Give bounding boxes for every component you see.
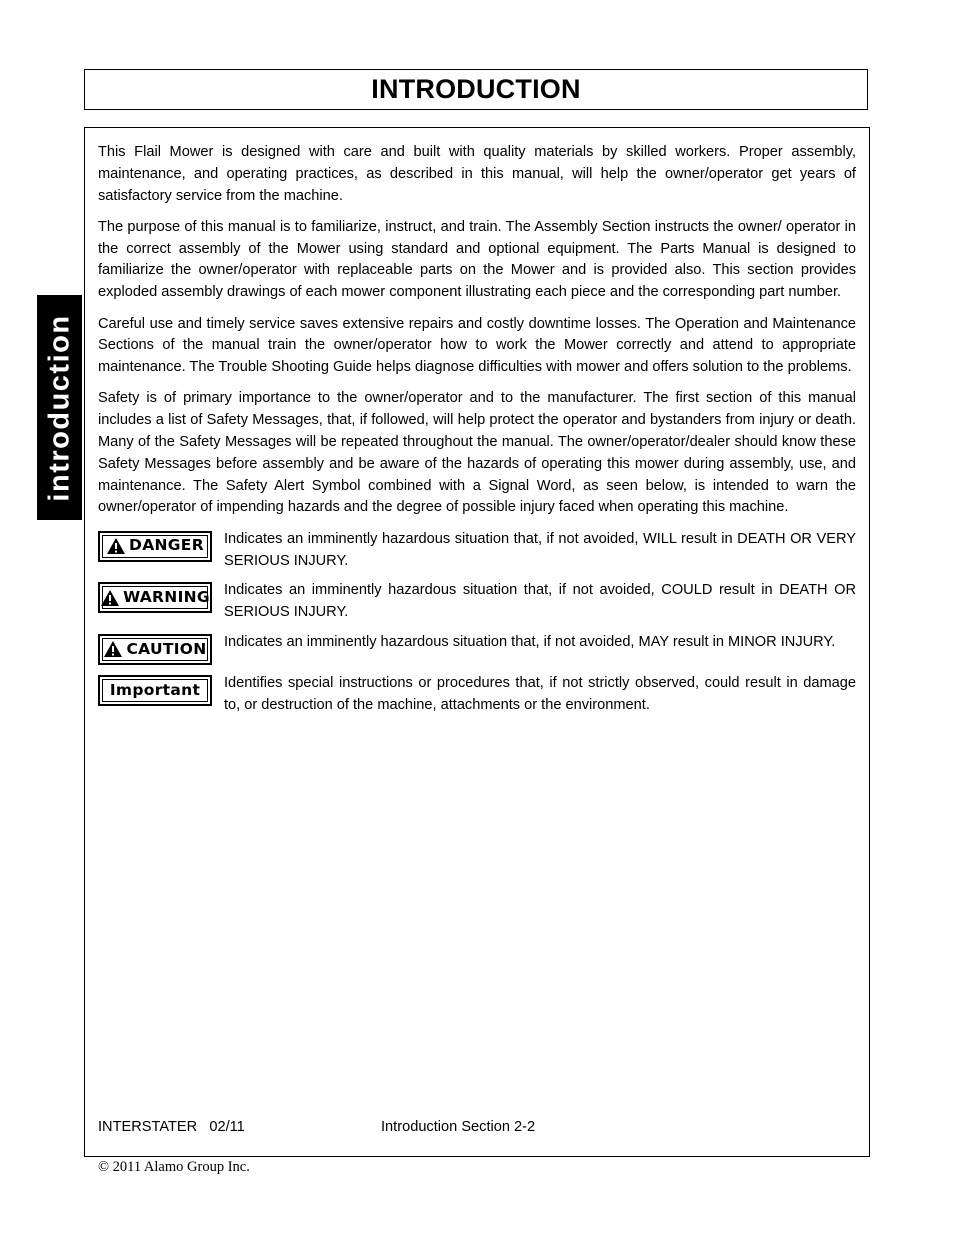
danger-label: DANGER (129, 536, 204, 555)
danger-description: Indicates an imminently hazardous situation that, if not avoided, WILL result in DEATH OR VERY SERIOUS INJURY. (224, 530, 856, 569)
section-side-tab (37, 295, 82, 520)
important-badge (98, 675, 212, 706)
warning-badge (98, 582, 212, 613)
caution-label: CAUTION (126, 639, 207, 658)
caution-description: Indicates an imminently hazardous situation that, if not avoided, MAY result in MINOR INJURY. (224, 633, 836, 650)
footer-section-ref: Introduction Section 2-2 (381, 1119, 536, 1135)
paragraph-purpose: The purpose of this manual is to familiarize, instruct, and train. The Assembly Section instructs the owner/ operator in the correct assembly of the Mower using standard and optional equipment. The Parts Manual is designed to familiarize the owner/operator with replaceable parts on the Mower and is provided also. This section provides exploded assembly drawings of each mower component illustrating each piece and the corresponding part number. (98, 218, 856, 301)
content-frame (84, 127, 870, 1157)
footer-model-date: INTERSTATER 02/11 (98, 1119, 245, 1135)
page-title: INTRODUCTION (371, 74, 581, 104)
danger-badge (98, 531, 212, 562)
alert-triangle-icon (100, 589, 120, 607)
signal-row-warning (98, 580, 856, 624)
alert-triangle-icon (103, 640, 123, 658)
signal-row-caution (98, 632, 856, 665)
paragraph-safety: Safety is of primary importance to the owner/operator and to the manufacturer. The first section of this manual includes a list of Safety Messages, that, if followed, will help protect the operator and bystanders from injury or death. Many of the Safety Messages will be repeated throughout the manual. The owner/operator/dealer should know these Safety Messages before assembly and be aware of the hazards of operating this mower during assembly, use, and maintenance. The Safety Alert Symbol combined with a Signal Word, as seen below, is intended to warn the owner/operator of impending hazards and the degree of possible injury faced when operating this machine. (98, 390, 856, 516)
important-label: Important (109, 680, 201, 699)
signal-row-important (98, 673, 856, 717)
signal-row-danger (98, 529, 856, 573)
warning-label: WARNING (123, 587, 210, 606)
alert-triangle-icon (106, 537, 126, 555)
paragraph-intro: This Flail Mower is designed with care and built with quality materials by skilled workers. Proper assembly, maintenance, and operating practices, as described in this manual, will help the owner/operator get years of satisfactory service from the machine. (98, 144, 856, 204)
section-side-tab-label: introduction (43, 313, 75, 502)
copyright: © 2011 Alamo Group Inc. (98, 1159, 250, 1175)
warning-description: Indicates an imminently hazardous situation that, if not avoided, COULD result in DEATH OR SERIOUS INJURY. (224, 582, 856, 621)
caution-badge (98, 634, 212, 665)
paragraph-care: Careful use and timely service saves extensive repairs and costly downtime losses. The Operation and Maintenance Sections of the manual train the owner/operator how to work the Mower correctly and attend to appropriate maintenance. The Trouble Shooting Guide helps diagnose difficulties with mower and offers solution to the problems. (98, 315, 856, 376)
body-text (98, 142, 856, 725)
important-description: Identifies special instructions or procedures that, if not strictly observed, could result in damage to, or destruction of the machine, attachments or the environment. (224, 674, 856, 713)
page-title-box (84, 69, 868, 110)
